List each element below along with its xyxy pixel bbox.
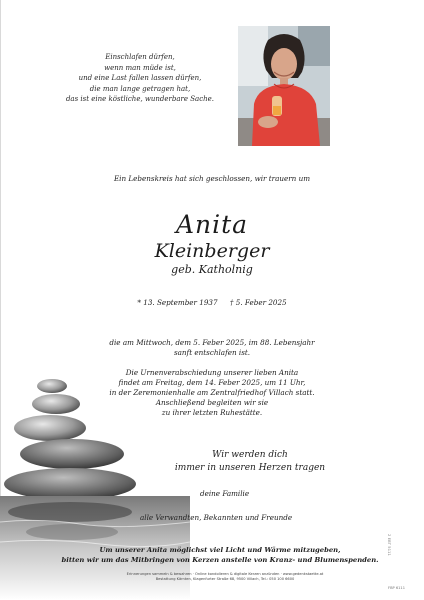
deceased-first-name: Anita [175,210,249,239]
service-line: zu ihrer letzten Ruhestätte. [161,408,263,417]
poem [40,52,240,105]
service-line: findet am Freitag, dem 14. Feber 2025, um 11 Uhr, [118,378,306,387]
footer-line: Bestattung Kärnten, Klagenfurter Straße 68, 9500 Villach, Tel.: 050 100 6600 [155,577,295,582]
deceased-last-name: Kleinberger [154,240,270,262]
funeral-home-footer [80,572,370,582]
stacked-stones-image [0,372,190,600]
side-code: 2 EBT 5111 [387,534,392,556]
request-line: Um unserer Anita möglichst viel Licht und Wärme mitzugeben, [99,546,341,554]
memory-line: immer in unseren Herzen tragen [174,463,326,473]
intro-text: Ein Lebenskreis hat sich geschlossen, wir trauern um [113,174,311,183]
death-notice-line: die am Mittwoch, dem 5. Feber 2025, im 88. Lebensjahr [109,338,315,347]
death-notice [0,338,424,358]
birth-date: * 13. September 1937 [137,298,218,307]
portrait-photo [238,26,330,146]
poem-line: die man lange getragen hat, [89,84,191,93]
footer-line: Erinnerungen sammeln & bewahren · Online kondolieren & digitale Kerzen anzünden · www.gedenkstaette.at [126,572,324,576]
service-line: Die Urnenverabschiedung unserer lieben Anita [125,368,299,377]
portrait-illustration [238,26,330,146]
death-date: † 5. Feber 2025 [229,298,287,307]
service-line: Anschließend begleiten wir sie [155,398,269,407]
family-signature: deine Familie [200,489,250,498]
request-line: bitten wir um das Mitbringen von Kerzen anstelle von Kranz- und Blumenspenden. [61,555,379,564]
poem-line: und eine Last fallen lassen dürfen, [78,74,202,82]
service-line: in der Zeremonienhalle am Zentralfriedhof Villach statt. [109,388,315,397]
candle-request [60,546,380,565]
maiden-name: geb. Katholnig [171,263,253,276]
life-dates [0,298,424,307]
memory-line: Wir werden dich [212,450,288,460]
poem-line: das ist eine köstliche, wunderbare Sache. [65,95,215,103]
poem-line: wenn man müde ist, [104,63,176,72]
death-notice-line: sanft entschlafen ist. [173,348,251,357]
memory-verse [130,449,370,475]
reference-code: FBP 6111 [388,586,405,590]
relatives-signature: alle Verwandten, Bekannten und Freunde [140,513,293,522]
poem-line: Einschlafen dürfen, [105,53,175,61]
